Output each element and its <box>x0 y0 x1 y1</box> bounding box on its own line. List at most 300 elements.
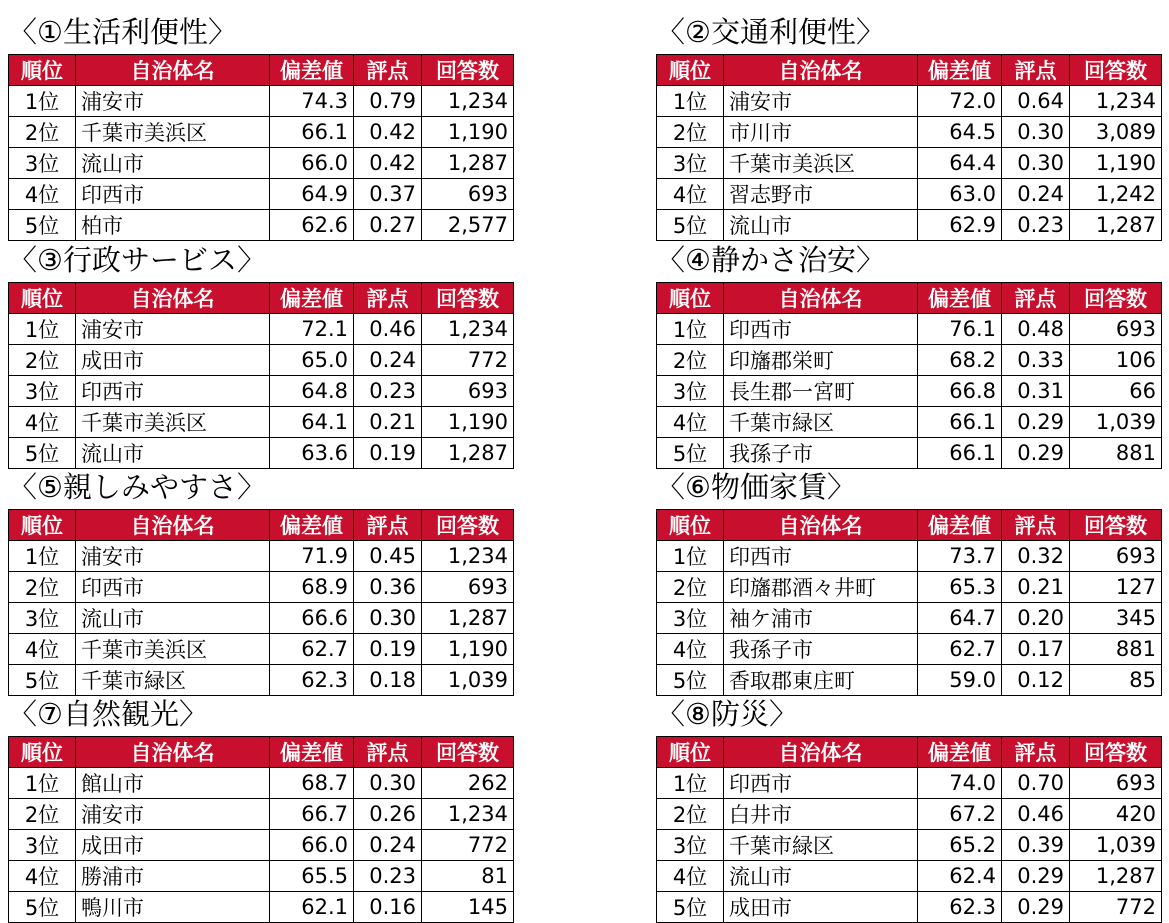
deviation-cell: 59.0 <box>918 665 1002 696</box>
ranking-section <box>656 465 1161 696</box>
deviation-cell: 68.7 <box>270 768 354 799</box>
deviation-cell: 64.8 <box>270 376 354 407</box>
rank-header: 順位 <box>657 283 724 314</box>
responses-cell: 2,577 <box>422 210 514 241</box>
municipality-cell: 白井市 <box>724 799 918 830</box>
ranking-section <box>8 692 513 923</box>
table-row <box>657 179 1162 210</box>
responses-cell: 1,190 <box>422 407 514 438</box>
responses-header: 回答数 <box>422 737 514 768</box>
responses-header: 回答数 <box>1070 283 1162 314</box>
responses-header: 回答数 <box>422 55 514 86</box>
rank-header: 順位 <box>657 737 724 768</box>
score-cell: 0.29 <box>1002 407 1070 438</box>
deviation-cell: 72.0 <box>918 86 1002 117</box>
table-row <box>9 148 514 179</box>
rank-cell: 2位 <box>9 345 76 376</box>
rank-header: 順位 <box>9 55 76 86</box>
municipality-cell: 市川市 <box>724 117 918 148</box>
municipality-cell: 浦安市 <box>76 541 270 572</box>
municipality-cell: 流山市 <box>76 148 270 179</box>
score-cell: 0.23 <box>1002 210 1070 241</box>
rank-cell: 5位 <box>9 665 76 696</box>
ranking-table <box>656 736 1162 923</box>
score-cell: 0.30 <box>354 603 422 634</box>
score-header: 評点 <box>354 510 422 541</box>
table-row <box>9 768 514 799</box>
municipality-cell: 館山市 <box>76 768 270 799</box>
score-cell: 0.46 <box>354 314 422 345</box>
ranking-table <box>656 54 1162 241</box>
deviation-cell: 62.1 <box>270 892 354 923</box>
responses-cell: 772 <box>422 345 514 376</box>
rank-cell: 5位 <box>657 665 724 696</box>
score-cell: 0.29 <box>1002 438 1070 469</box>
rank-cell: 5位 <box>657 892 724 923</box>
table-row <box>657 438 1162 469</box>
deviation-cell: 64.4 <box>918 148 1002 179</box>
municipality-cell: 印西市 <box>76 376 270 407</box>
rank-header: 順位 <box>9 283 76 314</box>
section-title: 〈④静かさ治安〉 <box>656 243 885 277</box>
deviation-cell: 73.7 <box>918 541 1002 572</box>
rank-cell: 2位 <box>657 117 724 148</box>
municipality-cell: 成田市 <box>76 830 270 861</box>
rank-header: 順位 <box>9 737 76 768</box>
score-header: 評点 <box>1002 283 1070 314</box>
responses-cell: 345 <box>1070 603 1162 634</box>
responses-cell: 262 <box>422 768 514 799</box>
score-cell: 0.46 <box>1002 799 1070 830</box>
municipality-cell: 印西市 <box>76 179 270 210</box>
responses-cell: 881 <box>1070 634 1162 665</box>
ranking-table <box>8 509 514 696</box>
score-cell: 0.29 <box>1002 892 1070 923</box>
score-cell: 0.12 <box>1002 665 1070 696</box>
municipality-cell: 印西市 <box>724 768 918 799</box>
responses-cell: 3,089 <box>1070 117 1162 148</box>
header-row <box>657 737 1162 768</box>
score-cell: 0.18 <box>354 665 422 696</box>
score-cell: 0.19 <box>354 634 422 665</box>
score-cell: 0.70 <box>1002 768 1070 799</box>
section-title: 〈⑦自然観光〉 <box>8 697 208 731</box>
table-row <box>9 345 514 376</box>
table-row <box>9 407 514 438</box>
deviation-cell: 66.6 <box>270 603 354 634</box>
responses-cell: 1,242 <box>1070 179 1162 210</box>
municipality-cell: 流山市 <box>76 603 270 634</box>
deviation-cell: 66.8 <box>918 376 1002 407</box>
table-row <box>9 799 514 830</box>
header-row <box>9 510 514 541</box>
deviation-cell: 76.1 <box>918 314 1002 345</box>
rank-cell: 5位 <box>657 210 724 241</box>
score-cell: 0.21 <box>1002 572 1070 603</box>
rank-cell: 4位 <box>9 634 76 665</box>
municipality-cell: 香取郡東庄町 <box>724 665 918 696</box>
municipality-header: 自治体名 <box>76 737 270 768</box>
municipality-header: 自治体名 <box>76 510 270 541</box>
responses-cell: 693 <box>422 179 514 210</box>
header-row <box>657 283 1162 314</box>
deviation-cell: 62.7 <box>918 634 1002 665</box>
table-row <box>657 603 1162 634</box>
table-row <box>657 665 1162 696</box>
responses-cell: 1,234 <box>1070 86 1162 117</box>
rank-cell: 2位 <box>657 345 724 376</box>
rank-cell: 4位 <box>9 861 76 892</box>
rank-cell: 2位 <box>657 572 724 603</box>
score-cell: 0.39 <box>1002 830 1070 861</box>
section-title: 〈①生活利便性〉 <box>8 15 237 49</box>
rank-cell: 4位 <box>657 861 724 892</box>
responses-cell: 772 <box>1070 892 1162 923</box>
table-row <box>657 768 1162 799</box>
section-title: 〈③行政サービス〉 <box>8 243 266 277</box>
rank-cell: 3位 <box>9 830 76 861</box>
rank-cell: 3位 <box>9 148 76 179</box>
score-header: 評点 <box>1002 510 1070 541</box>
responses-cell: 693 <box>1070 768 1162 799</box>
municipality-cell: 我孫子市 <box>724 438 918 469</box>
municipality-cell: 千葉市美浜区 <box>724 148 918 179</box>
municipality-cell: 千葉市緑区 <box>724 407 918 438</box>
municipality-cell: 流山市 <box>76 438 270 469</box>
rank-cell: 1位 <box>657 314 724 345</box>
rank-cell: 5位 <box>657 438 724 469</box>
table-row <box>9 892 514 923</box>
municipality-cell: 袖ケ浦市 <box>724 603 918 634</box>
municipality-cell: 鴨川市 <box>76 892 270 923</box>
municipality-cell: 印旛郡栄町 <box>724 345 918 376</box>
table-row <box>9 179 514 210</box>
responses-cell: 693 <box>1070 541 1162 572</box>
deviation-header: 偏差値 <box>270 737 354 768</box>
municipality-cell: 浦安市 <box>76 314 270 345</box>
deviation-cell: 63.6 <box>270 438 354 469</box>
deviation-cell: 66.7 <box>270 799 354 830</box>
table-row <box>9 830 514 861</box>
deviation-cell: 64.9 <box>270 179 354 210</box>
deviation-cell: 65.5 <box>270 861 354 892</box>
table-row <box>657 572 1162 603</box>
deviation-cell: 68.2 <box>918 345 1002 376</box>
table-row <box>9 438 514 469</box>
rank-header: 順位 <box>657 55 724 86</box>
responses-cell: 1,234 <box>422 799 514 830</box>
header-row <box>9 737 514 768</box>
municipality-cell: 流山市 <box>724 861 918 892</box>
municipality-header: 自治体名 <box>724 55 918 86</box>
score-cell: 0.20 <box>1002 603 1070 634</box>
deviation-header: 偏差値 <box>918 55 1002 86</box>
ranking-section <box>8 465 513 696</box>
municipality-cell: 浦安市 <box>76 799 270 830</box>
table-row <box>657 314 1162 345</box>
municipality-cell: 長生郡一宮町 <box>724 376 918 407</box>
ranking-table <box>8 736 514 923</box>
score-header: 評点 <box>354 737 422 768</box>
deviation-cell: 62.4 <box>918 861 1002 892</box>
ranking-section <box>656 692 1161 923</box>
rank-cell: 4位 <box>657 179 724 210</box>
score-cell: 0.45 <box>354 541 422 572</box>
table-row <box>9 603 514 634</box>
header-row <box>9 55 514 86</box>
score-cell: 0.23 <box>354 376 422 407</box>
responses-cell: 1,234 <box>422 86 514 117</box>
responses-header: 回答数 <box>422 510 514 541</box>
table-row <box>9 314 514 345</box>
rank-cell: 4位 <box>657 634 724 665</box>
ranking-section <box>656 238 1161 469</box>
rank-cell: 1位 <box>657 86 724 117</box>
rank-cell: 1位 <box>9 86 76 117</box>
municipality-cell: 千葉市美浜区 <box>76 407 270 438</box>
responses-cell: 1,039 <box>1070 407 1162 438</box>
score-cell: 0.31 <box>1002 376 1070 407</box>
responses-header: 回答数 <box>422 283 514 314</box>
municipality-cell: 我孫子市 <box>724 634 918 665</box>
responses-cell: 881 <box>1070 438 1162 469</box>
section-title: 〈⑧防災〉 <box>656 697 798 731</box>
table-row <box>9 117 514 148</box>
responses-cell: 1,287 <box>422 438 514 469</box>
score-cell: 0.21 <box>354 407 422 438</box>
municipality-header: 自治体名 <box>724 737 918 768</box>
score-cell: 0.16 <box>354 892 422 923</box>
deviation-header: 偏差値 <box>270 55 354 86</box>
deviation-cell: 62.6 <box>270 210 354 241</box>
table-row <box>9 572 514 603</box>
ranking-section <box>8 10 513 241</box>
rank-cell: 4位 <box>9 179 76 210</box>
rank-header: 順位 <box>657 510 724 541</box>
table-row <box>657 345 1162 376</box>
responses-cell: 1,039 <box>422 665 514 696</box>
score-cell: 0.23 <box>354 861 422 892</box>
table-row <box>657 376 1162 407</box>
municipality-cell: 成田市 <box>76 345 270 376</box>
responses-cell: 1,190 <box>422 117 514 148</box>
table-row <box>9 861 514 892</box>
responses-header: 回答数 <box>1070 55 1162 86</box>
responses-cell: 85 <box>1070 665 1162 696</box>
score-cell: 0.26 <box>354 799 422 830</box>
table-row <box>657 634 1162 665</box>
municipality-cell: 流山市 <box>724 210 918 241</box>
header-row <box>657 55 1162 86</box>
responses-cell: 420 <box>1070 799 1162 830</box>
responses-cell: 1,234 <box>422 541 514 572</box>
municipality-header: 自治体名 <box>724 510 918 541</box>
deviation-header: 偏差値 <box>918 510 1002 541</box>
table-row <box>9 634 514 665</box>
deviation-cell: 66.1 <box>270 117 354 148</box>
municipality-header: 自治体名 <box>724 283 918 314</box>
deviation-cell: 71.9 <box>270 541 354 572</box>
rank-cell: 5位 <box>9 438 76 469</box>
rank-cell: 3位 <box>9 376 76 407</box>
score-cell: 0.30 <box>1002 117 1070 148</box>
score-cell: 0.42 <box>354 148 422 179</box>
responses-cell: 66 <box>1070 376 1162 407</box>
responses-cell: 106 <box>1070 345 1162 376</box>
responses-cell: 1,234 <box>422 314 514 345</box>
score-cell: 0.37 <box>354 179 422 210</box>
table-row <box>657 541 1162 572</box>
score-cell: 0.79 <box>354 86 422 117</box>
score-cell: 0.30 <box>354 768 422 799</box>
rank-cell: 2位 <box>9 799 76 830</box>
deviation-cell: 64.5 <box>918 117 1002 148</box>
rank-cell: 1位 <box>9 541 76 572</box>
rank-header: 順位 <box>9 510 76 541</box>
score-cell: 0.36 <box>354 572 422 603</box>
ranking-table <box>8 54 514 241</box>
responses-cell: 1,287 <box>422 148 514 179</box>
deviation-cell: 66.1 <box>918 407 1002 438</box>
deviation-header: 偏差値 <box>270 283 354 314</box>
rank-cell: 4位 <box>9 407 76 438</box>
deviation-cell: 65.0 <box>270 345 354 376</box>
deviation-cell: 67.2 <box>918 799 1002 830</box>
table-row <box>657 117 1162 148</box>
deviation-cell: 62.7 <box>270 634 354 665</box>
table-row <box>9 665 514 696</box>
score-cell: 0.24 <box>354 345 422 376</box>
rank-cell: 5位 <box>9 892 76 923</box>
deviation-header: 偏差値 <box>918 283 1002 314</box>
deviation-cell: 66.0 <box>270 830 354 861</box>
deviation-cell: 62.9 <box>918 210 1002 241</box>
deviation-cell: 66.1 <box>918 438 1002 469</box>
score-cell: 0.19 <box>354 438 422 469</box>
ranking-section <box>656 10 1161 241</box>
rank-cell: 3位 <box>9 603 76 634</box>
responses-cell: 693 <box>1070 314 1162 345</box>
responses-cell: 1,287 <box>1070 210 1162 241</box>
municipality-cell: 勝浦市 <box>76 861 270 892</box>
deviation-cell: 66.0 <box>270 148 354 179</box>
municipality-cell: 印西市 <box>724 314 918 345</box>
deviation-header: 偏差値 <box>270 510 354 541</box>
municipality-cell: 千葉市緑区 <box>724 830 918 861</box>
responses-cell: 1,287 <box>422 603 514 634</box>
deviation-cell: 64.1 <box>270 407 354 438</box>
header-row <box>9 283 514 314</box>
rank-cell: 1位 <box>9 768 76 799</box>
table-row <box>657 861 1162 892</box>
score-cell: 0.24 <box>354 830 422 861</box>
table-row <box>657 830 1162 861</box>
responses-cell: 1,039 <box>1070 830 1162 861</box>
score-header: 評点 <box>1002 737 1070 768</box>
deviation-cell: 65.2 <box>918 830 1002 861</box>
responses-cell: 1,190 <box>422 634 514 665</box>
deviation-cell: 64.7 <box>918 603 1002 634</box>
municipality-cell: 習志野市 <box>724 179 918 210</box>
score-cell: 0.24 <box>1002 179 1070 210</box>
rank-cell: 1位 <box>9 314 76 345</box>
table-row <box>9 376 514 407</box>
score-cell: 0.33 <box>1002 345 1070 376</box>
deviation-cell: 72.1 <box>270 314 354 345</box>
rank-cell: 3位 <box>657 603 724 634</box>
deviation-cell: 74.0 <box>918 768 1002 799</box>
municipality-cell: 印西市 <box>76 572 270 603</box>
deviation-cell: 62.3 <box>270 665 354 696</box>
responses-cell: 81 <box>422 861 514 892</box>
responses-cell: 1,190 <box>1070 148 1162 179</box>
responses-cell: 127 <box>1070 572 1162 603</box>
deviation-cell: 74.3 <box>270 86 354 117</box>
table-row <box>657 892 1162 923</box>
responses-cell: 145 <box>422 892 514 923</box>
municipality-header: 自治体名 <box>76 283 270 314</box>
rank-cell: 3位 <box>657 376 724 407</box>
table-row <box>9 210 514 241</box>
score-header: 評点 <box>354 55 422 86</box>
score-header: 評点 <box>1002 55 1070 86</box>
deviation-cell: 68.9 <box>270 572 354 603</box>
ranking-table <box>656 509 1162 696</box>
table-row <box>657 86 1162 117</box>
rank-cell: 5位 <box>9 210 76 241</box>
section-title: 〈②交通利便性〉 <box>656 15 885 49</box>
municipality-cell: 千葉市緑区 <box>76 665 270 696</box>
score-cell: 0.48 <box>1002 314 1070 345</box>
rank-cell: 2位 <box>9 572 76 603</box>
rank-cell: 2位 <box>9 117 76 148</box>
score-header: 評点 <box>354 283 422 314</box>
score-cell: 0.32 <box>1002 541 1070 572</box>
table-row <box>657 210 1162 241</box>
rank-cell: 1位 <box>657 768 724 799</box>
ranking-table <box>8 282 514 469</box>
score-cell: 0.27 <box>354 210 422 241</box>
rank-cell: 1位 <box>657 541 724 572</box>
municipality-cell: 印旛郡酒々井町 <box>724 572 918 603</box>
table-row <box>657 148 1162 179</box>
responses-cell: 1,287 <box>1070 861 1162 892</box>
municipality-cell: 成田市 <box>724 892 918 923</box>
ranking-table <box>656 282 1162 469</box>
rank-cell: 2位 <box>657 799 724 830</box>
municipality-cell: 千葉市美浜区 <box>76 634 270 665</box>
score-cell: 0.17 <box>1002 634 1070 665</box>
responses-cell: 693 <box>422 376 514 407</box>
table-row <box>657 407 1162 438</box>
responses-header: 回答数 <box>1070 510 1162 541</box>
municipality-cell: 千葉市美浜区 <box>76 117 270 148</box>
deviation-cell: 63.0 <box>918 179 1002 210</box>
municipality-cell: 柏市 <box>76 210 270 241</box>
header-row <box>657 510 1162 541</box>
table-row <box>9 541 514 572</box>
deviation-header: 偏差値 <box>918 737 1002 768</box>
table-row <box>657 799 1162 830</box>
responses-cell: 693 <box>422 572 514 603</box>
municipality-header: 自治体名 <box>76 55 270 86</box>
ranking-section <box>8 238 513 469</box>
rank-cell: 3位 <box>657 830 724 861</box>
responses-cell: 772 <box>422 830 514 861</box>
score-cell: 0.30 <box>1002 148 1070 179</box>
table-row <box>9 86 514 117</box>
rank-cell: 3位 <box>657 148 724 179</box>
